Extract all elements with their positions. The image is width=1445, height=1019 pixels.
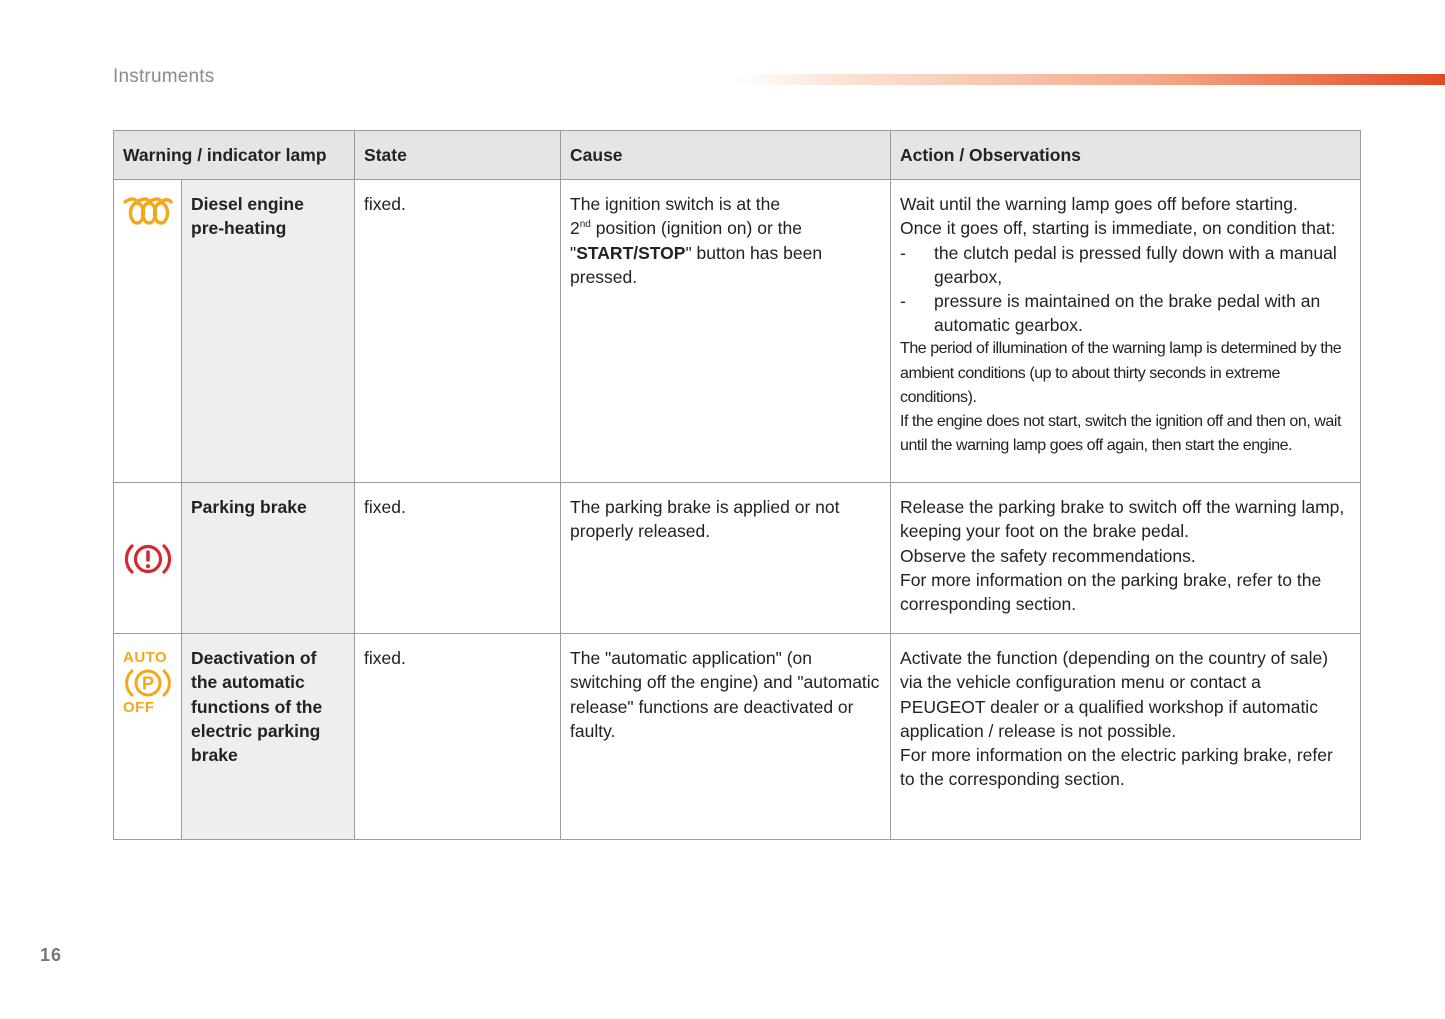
header-accent-bar	[735, 74, 1445, 85]
column-header-cause: Cause	[561, 131, 891, 180]
cause-text: position (ignition on) or the	[590, 218, 802, 239]
page-number: 16	[40, 945, 63, 965]
cause-text: 2	[570, 218, 580, 239]
table-header-row	[114, 131, 1361, 180]
action-text: Release the parking brake to switch off the warning lamp, keeping your foot on the brake pedal.	[900, 497, 1345, 542]
action-text: For more information on the electric parking brake, refer to the corresponding section.	[900, 745, 1333, 790]
action-text: Wait until the warning lamp goes off before starting.	[900, 194, 1298, 215]
parking-brake-warning-icon	[123, 539, 173, 579]
lamp-name: Diesel engine	[191, 194, 304, 215]
action-text: For more information on the parking brake, refer to the corresponding section.	[900, 569, 1322, 615]
diesel-preheating-coil-icon	[123, 196, 173, 230]
cause-cell	[561, 180, 891, 483]
cause-cell: The parking brake is applied or not properly released.	[561, 483, 891, 634]
action-cell	[891, 180, 1361, 483]
cause-text: pressed.	[570, 266, 638, 287]
warning-lamps-table	[113, 130, 1361, 840]
action-cell	[891, 634, 1361, 840]
lamp-name-cell: Parking brake	[182, 483, 355, 634]
auto-p-off-icon	[123, 666, 173, 700]
column-header-lamp: Warning / indicator lamp	[114, 131, 355, 180]
column-header-state: State	[355, 131, 561, 180]
action-text: Activate the function (depending on the country of sale) via the vehicle configuration menu or contact a PEUGEOT dealer or a qualified workshop if automatic application / release is not possible.	[900, 648, 1329, 741]
lamp-icon-cell	[114, 634, 182, 840]
action-text: Observe the safety recommendations.	[900, 545, 1196, 566]
state-cell: fixed.	[355, 634, 561, 840]
p-letter: P	[141, 673, 155, 694]
cause-text: " button has been	[685, 242, 823, 263]
table-row	[114, 483, 1361, 634]
action-cell	[891, 483, 1361, 634]
cause-text: The ignition switch is at the	[570, 194, 781, 215]
cause-superscript: nd	[579, 219, 591, 231]
action-text: Once it goes off, starting is immediate, on condition that:	[900, 218, 1336, 239]
bullet-text: the clutch pedal is pressed fully down with a manual gearbox,	[934, 242, 1337, 287]
lamp-name-cell: Deactivation of the automatic functions of the electric parking brake	[182, 634, 355, 840]
cause-cell: The "automatic application" (on switching off the engine) and "automatic release" functions are deactivated or faulty.	[561, 634, 891, 840]
action-note: The period of illumination of the warning lamp is determined by the ambient conditions (up to about thirty seconds in extreme conditions).	[900, 340, 1342, 406]
action-bullet	[900, 289, 1351, 337]
bullet-dash: -	[900, 242, 906, 263]
table-row	[114, 634, 1361, 840]
bullet-text: pressure is maintained on the brake pedal with an automatic gearbox.	[934, 291, 1321, 336]
start-stop-label: START/STOP	[576, 242, 686, 263]
cause-text: "	[570, 242, 577, 263]
lamp-name-cell	[182, 180, 355, 483]
auto-label: AUTO	[123, 649, 168, 667]
lamp-icon-cell	[114, 483, 182, 634]
bullet-dash: -	[900, 291, 906, 312]
section-title: Instruments	[113, 66, 215, 87]
action-bullet	[900, 241, 1351, 289]
off-label: OFF	[123, 699, 155, 717]
column-header-action: Action / Observations	[891, 131, 1361, 180]
table-row	[114, 180, 1361, 483]
action-note: If the engine does not start, switch the ignition off and then on, wait until the warning lamp goes off again, then start the engine.	[900, 413, 1341, 455]
lamp-name: pre-heating	[191, 218, 287, 239]
lamp-icon-cell	[114, 180, 182, 483]
state-cell: fixed.	[355, 483, 561, 634]
state-cell: fixed.	[355, 180, 561, 483]
